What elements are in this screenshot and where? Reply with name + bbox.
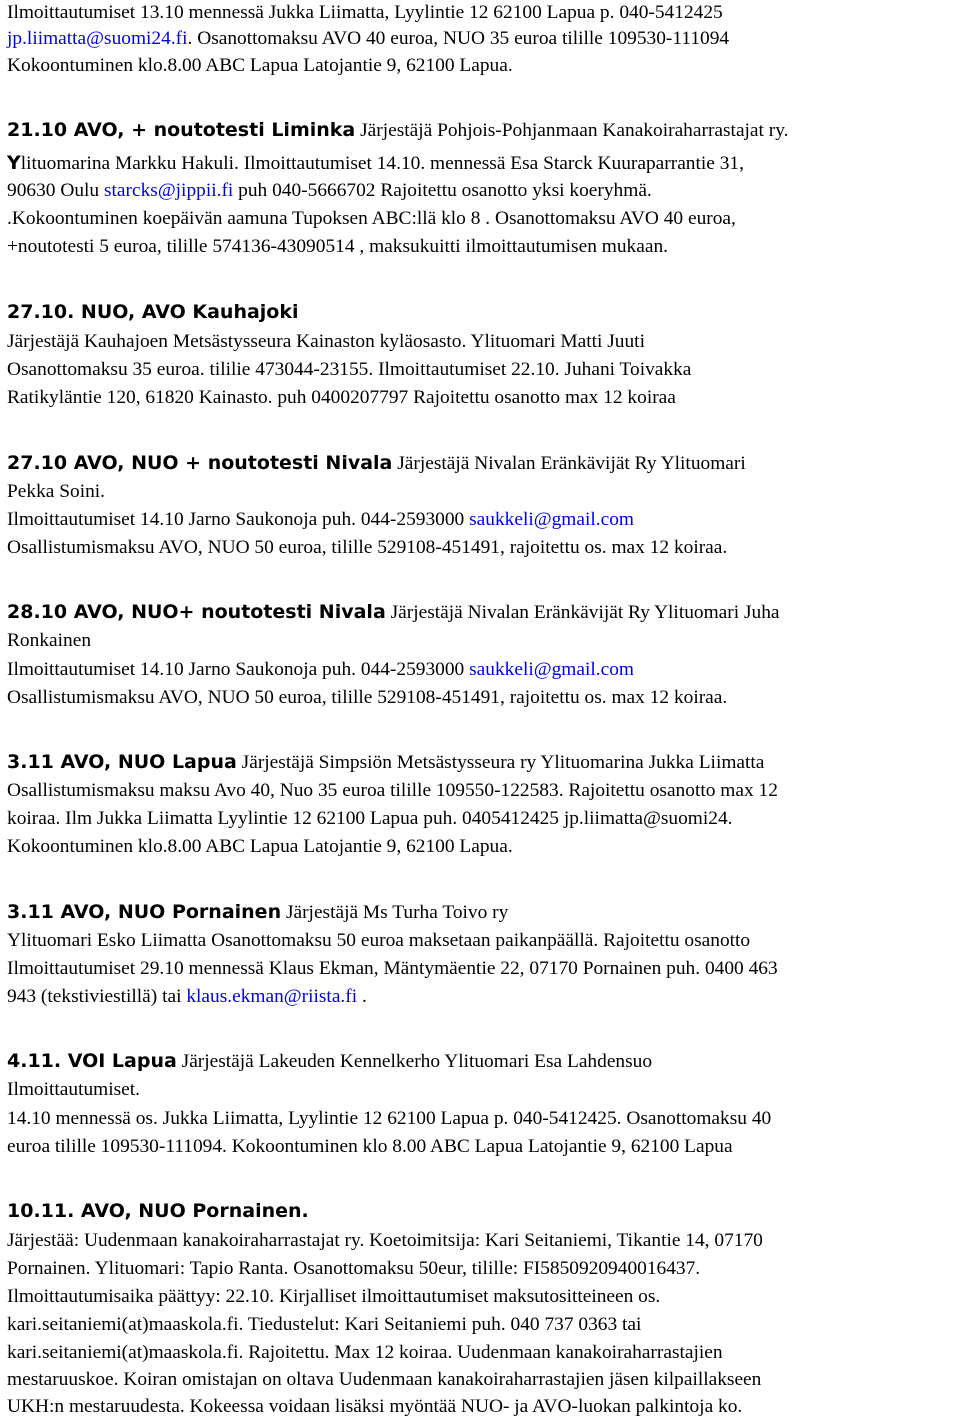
text: kari.seitaniemi(at)maaskola.fi. Rajoitettu. Max 12 koiraa. Uudenmaan kanakoiraharrastajien [7, 1342, 723, 1363]
event-heading: 27.10. NUO, AVO Kauhajoki [7, 301, 299, 323]
text: Järjestäjä Simpsiön Metsästysseura ry Ylituomarina Jukka Liimatta [236, 752, 765, 773]
event-heading: 3.11 AVO, NUO Pornainen [7, 901, 282, 923]
text: . Osanottomaksu AVO 40 euroa, NUO 35 euroa tilille 109530-111094 [187, 28, 730, 49]
text: 943 (tekstiviestillä) tai [7, 986, 187, 1007]
event-heading-line [7, 449, 746, 477]
event-heading-line [7, 898, 508, 926]
text: kari.seitaniemi(at)maaskola.fi. Tiedustelut: Kari Seitaniemi puh. 040 737 0363 tai [7, 1314, 642, 1335]
text: Kokoontuminen klo.8.00 ABC Lapua Latojantie 9, 62100 Lapua. [7, 55, 513, 76]
text: Järjestäjä Pohjois-Pohjanmaan Kanakoiraharrastajat ry. [355, 120, 789, 141]
text: UKH:n mestaruudesta. Kokeessa voidaan lisäksi myöntää NUO- ja AVO-luokan palkintoja ko. [7, 1396, 743, 1417]
text-line [7, 1283, 660, 1311]
text-line [7, 833, 513, 861]
text: Ylituomari Esko Liimatta Osanottomaksu 50 euroa maksetaan paikanpäällä. Rajoitettu osanotto [7, 930, 751, 951]
event-heading-line [7, 598, 780, 626]
text-line [7, 955, 778, 983]
text-line [7, 506, 634, 534]
event-heading: 3.11 AVO, NUO Lapua [7, 751, 237, 773]
text: Ratikyläntie 120, 61820 Kainasto. puh 0400207797 Rajoitettu osanotto max 12 koiraa [7, 387, 676, 408]
text: +noutotesti 5 euroa, tilille 574136-43090514 , maksukuitti ilmoittautumisen mukaan. [7, 236, 668, 257]
text-line [7, 534, 727, 562]
text-line [7, 1255, 700, 1283]
text-line [7, 52, 513, 80]
text: Ilmoittautumiset 13.10 mennessä Jukka Liimatta, Lyylintie 12 62100 Lapua p. 040-5412425 [7, 2, 723, 23]
text-line [7, 25, 729, 53]
text: Järjestäjä Ms Turha Toivo ry [281, 902, 509, 923]
text: Järjestäjä Nivalan Eränkävijät Ry Ylituomari Juha [385, 602, 780, 623]
text-line [7, 205, 736, 233]
email-link[interactable]: jp.liimatta@suomi24.fi [7, 28, 188, 49]
text-line [7, 656, 634, 684]
text: mestaruuskoe. Koiran omistajan on oltava Uudenmaan kanakoiraharrastajien jäsen kilpaillakseen [7, 1369, 762, 1390]
text-line [7, 1311, 641, 1339]
event-heading-line [7, 116, 789, 144]
text: puh 040-5666702 Rajoitettu osanotto yksi koeryhmä. [233, 180, 652, 201]
text: Järjestää: Uudenmaan kanakoiraharrastajat ry. Koetoimitsija: Kari Seitaniemi, Tikantie 14, 07170 [7, 1230, 763, 1251]
text-line [7, 1227, 763, 1255]
text-line [7, 149, 744, 177]
email-link[interactable]: saukkeli@gmail.com [469, 509, 634, 530]
event-heading: 28.10 AVO, NUO+ noutotesti Nivala [7, 601, 386, 623]
email-link[interactable]: saukkeli@gmail.com [469, 659, 634, 680]
event-heading: 10.11. AVO, NUO Pornainen. [7, 1200, 309, 1222]
text-line [7, 1076, 140, 1104]
text: .Kokoontuminen koepäivän aamuna Tupoksen ABC:llä klo 8 . Osanottomaksu AVO 40 euroa, [7, 208, 736, 229]
email-link[interactable]: klaus.ekman@riista.fi [186, 986, 358, 1007]
text-line [7, 0, 723, 27]
text: lituomarina Markku Hakuli. Ilmoittautumiset 14.10. mennessä Esa Starck Kuuraparrantie 31, [20, 153, 744, 174]
event-heading-line [7, 1047, 652, 1075]
text: Pekka Soini. [7, 481, 106, 502]
text: euroa tilille 109530-111094. Kokoontuminen klo 8.00 ABC Lapua Latojantie 9, 62100 Lapua [7, 1136, 733, 1157]
text: Järjestäjä Kauhajoen Metsästysseura Kainaston kyläosasto. Ylituomari Matti Juuti [7, 331, 645, 352]
text: Ilmoittautumiset 14.10 Jarno Saukonoja puh. 044-2593000 [7, 659, 470, 680]
event-heading: 4.11. VOI Lapua [7, 1050, 177, 1072]
text: Pornainen. Ylituomari: Tapio Ranta. Osanottomaksu 50eur, tilille: FI5850920940016437. [7, 1258, 701, 1279]
text: Ronkainen [7, 630, 92, 651]
email-link[interactable]: starcks@jippii.fi [103, 180, 234, 201]
text-line [7, 1366, 761, 1394]
text: Kokoontuminen klo.8.00 ABC Lapua Latojantie 9, 62100 Lapua. [7, 836, 513, 857]
text-line [7, 1133, 733, 1161]
text: Osanottomaksu 35 euroa. tililie 473044-23155. Ilmoittautumiset 22.10. Juhani Toivakka [7, 359, 692, 380]
text: 14.10 mennessä os. Jukka Liimatta, Lyylintie 12 62100 Lapua p. 040-5412425. Osanottomaksu 40 [7, 1108, 772, 1129]
text-line [7, 777, 778, 805]
text-line [7, 805, 733, 833]
text-line [7, 684, 727, 712]
text-line [7, 983, 367, 1011]
text: 90630 Oulu [7, 180, 104, 201]
text-line [7, 927, 750, 955]
text-line [7, 478, 105, 506]
text: Järjestäjä Lakeuden Kennelkerho Ylituomari Esa Lahdensuo [176, 1051, 653, 1072]
text-line [7, 627, 91, 655]
event-heading-line [7, 748, 764, 776]
event-heading-line [7, 1197, 309, 1225]
text-line [7, 1339, 723, 1367]
event-heading: 27.10 AVO, NUO + noutotesti Nivala [7, 452, 393, 474]
text: Ilmoittautumiset 29.10 mennessä Klaus Ekman, Mäntymäentie 22, 07170 Pornainen puh. 0400 463 [7, 958, 778, 979]
text-line [7, 233, 668, 261]
text-line [7, 177, 652, 205]
text: . [357, 986, 367, 1007]
text: Ilmoittautumisaika päättyy: 22.10. Kirjalliset ilmoittautumiset maksutositteineen os. [7, 1286, 661, 1307]
text-line [7, 328, 645, 356]
text: Osallistumismaksu AVO, NUO 50 euroa, tilille 529108-451491, rajoitettu os. max 12 koiraa. [7, 687, 728, 708]
text-line [7, 356, 691, 384]
event-heading: 21.10 AVO, + noutotesti Liminka [7, 119, 356, 141]
text-line [7, 384, 676, 412]
text: Ilmoittautumiset 14.10 Jarno Saukonoja puh. 044-2593000 [7, 509, 470, 530]
text: Järjestäjä Nivalan Eränkävijät Ry Ylituomari [392, 453, 746, 474]
text: Y [7, 152, 21, 174]
text-line [7, 1105, 771, 1133]
text: Ilmoittautumiset. [7, 1079, 141, 1100]
event-heading-line [7, 298, 299, 326]
text: Osallistumismaksu maksu Avo 40, Nuo 35 euroa tilille 109550-122583. Rajoitettu osanotto max 12 [7, 780, 778, 801]
text: Osallistumismaksu AVO, NUO 50 euroa, tilille 529108-451491, rajoitettu os. max 12 koiraa. [7, 537, 728, 558]
text-line [7, 1393, 742, 1421]
text: koiraa. Ilm Jukka Liimatta Lyylintie 12 62100 Lapua puh. 0405412425 jp.liimatta@suomi24. [7, 808, 733, 829]
